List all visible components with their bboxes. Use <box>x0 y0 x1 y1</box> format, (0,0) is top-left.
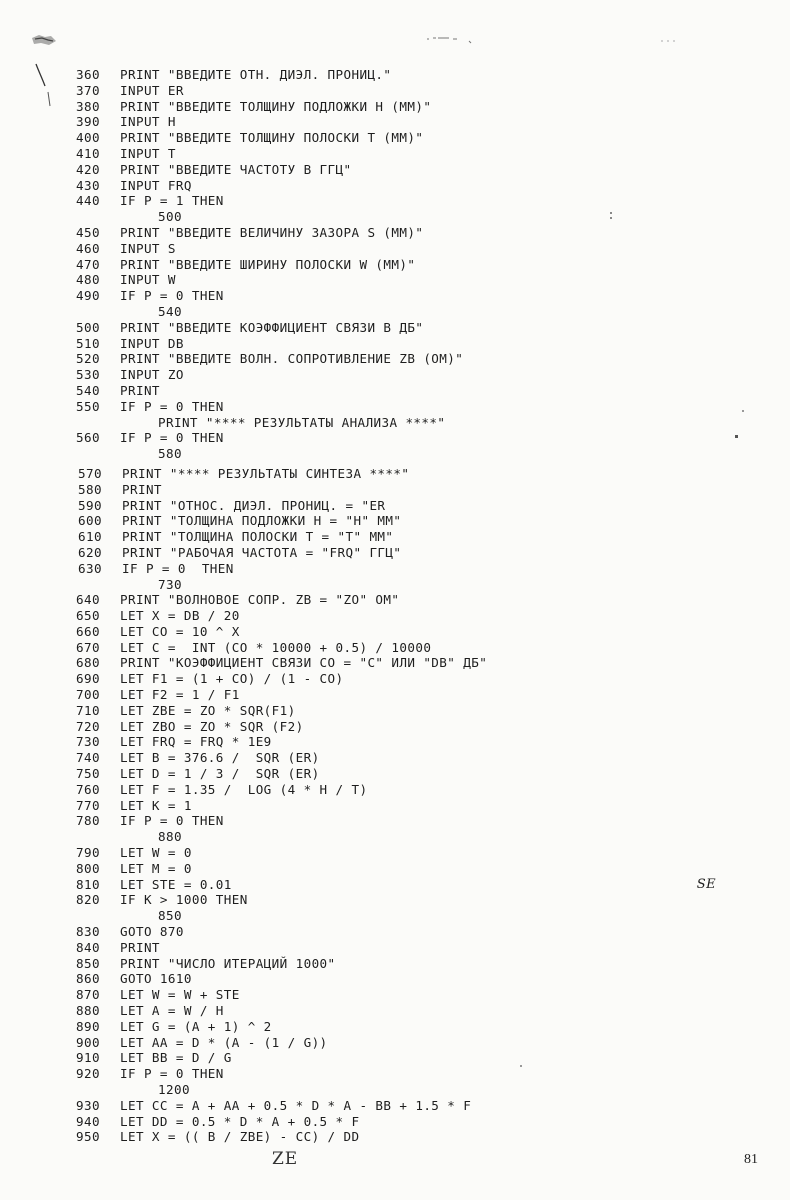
code-text: LET X = DB / 20 <box>120 608 240 624</box>
line-number: 700 <box>76 687 100 703</box>
scan-dot-icon <box>742 410 745 413</box>
code-line <box>76 971 716 987</box>
code-text: LET F1 = (1 + CO) / (1 - CO) <box>120 671 344 687</box>
line-number: 810 <box>76 876 100 892</box>
code-line <box>76 257 716 273</box>
line-number: 630 <box>78 560 102 576</box>
code-line <box>76 640 716 656</box>
code-text: INPUT FRQ <box>120 177 192 193</box>
line-number: 360 <box>76 67 100 82</box>
line-number: 480 <box>76 272 100 288</box>
code-line <box>76 956 716 972</box>
code-line <box>76 513 716 529</box>
code-line <box>76 671 716 687</box>
code-text: PRINT "ЧИСЛО ИТЕРАЦИЙ 1000" <box>120 955 336 971</box>
code-line <box>76 703 716 719</box>
line-number: 510 <box>76 335 100 351</box>
code-line <box>76 624 716 640</box>
code-text: 850 <box>158 908 182 924</box>
code-text: PRINT "ВВЕДИТЕ ШИРИНУ ПОЛОСКИ W (MM)" <box>120 256 416 272</box>
code-text: PRINT "ВВЕДИТЕ ТОЛЩИНУ ПОЛОСКИ T (MM)" <box>120 130 424 146</box>
code-text: IF P = 1 THEN <box>120 193 224 209</box>
line-number: 820 <box>76 892 100 908</box>
code-line <box>76 766 716 782</box>
code-text: LET BB = D / G <box>120 1050 232 1066</box>
code-line <box>76 1066 716 1082</box>
code-text: PRINT "ВВЕДИТЕ ВОЛН. СОПРОТИВЛЕНИЕ ZB (ОМ)" <box>120 351 464 367</box>
line-number: 780 <box>76 813 100 829</box>
line-number: 720 <box>76 718 100 734</box>
code-text: LET K = 1 <box>120 797 192 813</box>
code-line <box>76 813 716 829</box>
code-text: LET STE = 0.01 <box>120 876 232 892</box>
code-text: LET M = 0 <box>120 860 192 876</box>
code-text: INPUT W <box>120 272 176 288</box>
code-line <box>76 1129 716 1145</box>
code-text: LET F = 1.35 / LOG (4 * H / T) <box>120 781 368 797</box>
line-number: 390 <box>76 114 100 130</box>
code-line <box>76 482 716 498</box>
code-text: 1200 <box>158 1082 190 1097</box>
line-number: 710 <box>76 702 100 718</box>
line-number: 410 <box>76 145 100 161</box>
code-text: GOTO 1610 <box>120 971 192 987</box>
line-number: 590 <box>78 497 102 513</box>
code-line <box>76 320 716 336</box>
code-line <box>76 146 716 162</box>
line-number: 600 <box>78 513 102 529</box>
code-line <box>76 336 716 352</box>
code-line <box>76 498 716 514</box>
line-number: 460 <box>76 240 100 256</box>
code-line <box>76 288 716 304</box>
line-number: 890 <box>76 1018 100 1034</box>
code-text: LET CO = 10 ^ X <box>120 623 240 639</box>
code-text: GOTO 870 <box>120 924 184 940</box>
line-number: 470 <box>76 256 100 272</box>
code-line <box>76 845 716 861</box>
code-text: PRINT <box>120 939 160 955</box>
basic-program-listing <box>76 67 716 1145</box>
code-text: PRINT "РАБОЧАЯ ЧАСТОТА = "FRQ" ГГЦ" <box>122 544 402 560</box>
code-line <box>76 1114 716 1130</box>
code-text: 540 <box>158 303 182 319</box>
line-number: 870 <box>76 987 100 1003</box>
code-text: PRINT "ВВЕДИТЕ КОЭФФИЦИЕНТ СВЯЗИ В ДБ" <box>120 319 424 335</box>
code-text: LET C = INT (CO * 10000 + 0.5) / 10000 <box>120 639 432 655</box>
code-line <box>76 782 716 798</box>
code-text: INPUT DB <box>120 335 184 351</box>
scan-dot-icon <box>735 435 738 438</box>
line-number <box>76 577 120 593</box>
code-line <box>76 1050 716 1066</box>
code-line <box>76 272 716 288</box>
code-text: PRINT "ВВЕДИТЕ ВЕЛИЧИНУ ЗАЗОРА S (MM)" <box>120 224 424 240</box>
code-text: INPUT ER <box>120 82 184 98</box>
code-line <box>76 561 716 577</box>
code-text: LET ZBE = ZO * SQR(F1) <box>120 702 296 718</box>
code-text: LET ZBO = ZO * SQR (F2) <box>120 718 304 734</box>
code-text: PRINT "**** РЕЗУЛЬТАТЫ АНАЛИЗА ****" <box>158 414 446 430</box>
code-line <box>76 178 716 194</box>
code-line <box>76 798 716 814</box>
code-text: IF P = 0 THEN <box>120 430 224 446</box>
code-line <box>76 67 716 83</box>
handwritten-note: ZE <box>272 1149 299 1169</box>
code-line <box>76 466 716 482</box>
line-number: 740 <box>76 750 100 766</box>
line-number: 650 <box>76 608 100 624</box>
code-line <box>76 924 716 940</box>
line-number: 770 <box>76 797 100 813</box>
code-text: 730 <box>158 576 182 592</box>
code-text: LET D = 1 / 3 / SQR (ER) <box>120 766 320 782</box>
code-text: INPUT H <box>120 114 176 130</box>
line-number: 560 <box>76 430 100 446</box>
code-text: 880 <box>158 829 182 845</box>
code-line <box>76 545 716 561</box>
code-line <box>76 1035 716 1051</box>
code-line <box>76 162 716 178</box>
line-number <box>76 908 120 924</box>
line-number: 930 <box>76 1097 100 1113</box>
code-text: PRINT "**** РЕЗУЛЬТАТЫ СИНТЕЗА ****" <box>122 465 410 481</box>
handwritten-annotation: SE <box>696 876 716 892</box>
line-number: 380 <box>76 98 100 114</box>
code-text: IF P = 0 THEN <box>120 813 224 829</box>
code-text: LET G = (A + 1) ^ 2 <box>120 1018 272 1034</box>
code-line <box>76 367 716 383</box>
line-number: 750 <box>76 766 100 782</box>
line-number: 420 <box>76 161 100 177</box>
code-text: LET CC = A + AA + 0.5 * D * A - BB + 1.5 * F <box>120 1097 472 1113</box>
code-continuation-line <box>76 446 716 462</box>
code-continuation-line <box>76 304 716 320</box>
line-number: 580 <box>78 481 102 497</box>
code-text: LET F2 = 1 / F1 <box>120 687 240 703</box>
code-line <box>76 130 716 146</box>
line-number: 540 <box>76 382 100 398</box>
line-number: 370 <box>76 82 100 98</box>
code-text: LET FRQ = FRQ * 1E9 <box>120 734 272 750</box>
code-line <box>76 987 716 1003</box>
code-line <box>76 99 716 115</box>
code-text: LET A = W / H <box>120 1003 224 1019</box>
code-line <box>76 687 716 703</box>
code-text: PRINT "ТОЛЩИНА ПОЛОСКИ T = "T" MM" <box>122 529 394 545</box>
code-continuation-line <box>76 209 716 225</box>
line-number: 500 <box>76 319 100 335</box>
code-text: PRINT <box>122 481 162 497</box>
code-text: INPUT S <box>120 240 176 256</box>
scan-dot-icon <box>660 40 678 43</box>
code-text: 500 <box>158 209 182 225</box>
line-number: 690 <box>76 671 100 687</box>
code-line <box>76 193 716 209</box>
code-text: IF P = 0 THEN <box>122 560 234 576</box>
code-line <box>76 655 716 671</box>
code-line <box>76 1019 716 1035</box>
code-line <box>76 750 716 766</box>
code-text: LET X = (( B / ZBE) - CC) / DD <box>120 1129 360 1145</box>
code-text: 580 <box>158 446 182 462</box>
line-number: 450 <box>76 224 100 240</box>
code-line <box>76 430 716 446</box>
line-number: 400 <box>76 130 100 146</box>
code-text: IF P = 0 THEN <box>120 1066 224 1082</box>
scan-smudge-icon <box>31 33 57 47</box>
line-number: 490 <box>76 288 100 304</box>
code-continuation-line <box>76 577 716 593</box>
line-number <box>76 415 120 431</box>
line-number: 940 <box>76 1113 100 1129</box>
code-text: LET W = 0 <box>120 845 192 861</box>
line-number: 800 <box>76 860 100 876</box>
line-number: 900 <box>76 1034 100 1050</box>
line-number: 620 <box>78 544 102 560</box>
line-number: 660 <box>76 623 100 639</box>
line-number: 910 <box>76 1050 100 1066</box>
code-line <box>76 608 716 624</box>
code-continuation-line <box>76 829 716 845</box>
code-line <box>76 592 716 608</box>
line-number: 850 <box>76 955 100 971</box>
line-number: 790 <box>76 845 100 861</box>
page-number: 81 <box>744 1152 758 1167</box>
code-line <box>76 719 716 735</box>
line-number: 640 <box>76 592 100 608</box>
line-number: 430 <box>76 177 100 193</box>
code-line <box>76 940 716 956</box>
line-number: 730 <box>76 734 100 750</box>
code-line <box>76 383 716 399</box>
code-line <box>76 734 716 750</box>
code-text: PRINT "ВОЛНОВОЕ СОПР. ZB = "ZO" ОМ" <box>120 592 400 608</box>
code-line <box>76 241 716 257</box>
line-number: 610 <box>78 529 102 545</box>
code-line <box>76 529 716 545</box>
code-text: INPUT ZO <box>120 367 184 383</box>
code-line <box>76 225 716 241</box>
code-continuation-line <box>76 1082 716 1098</box>
code-line <box>76 892 716 908</box>
code-line <box>76 1098 716 1114</box>
code-text: LET AA = D * (A - (1 / G)) <box>120 1034 328 1050</box>
code-line <box>76 83 716 99</box>
line-number: 880 <box>76 1003 100 1019</box>
code-line <box>76 351 716 367</box>
code-text: PRINT "ТОЛЩИНА ПОДЛОЖКИ H = "H" MM" <box>122 513 402 529</box>
code-text: PRINT "КОЭФФИЦИЕНТ СВЯЗИ СО = "C" ИЛИ "DB" ДБ" <box>120 655 488 671</box>
code-text: PRINT "ВВЕДИТЕ ЧАСТОТУ В ГГЦ" <box>120 161 352 177</box>
code-line <box>76 399 716 415</box>
code-line <box>76 114 716 130</box>
line-number <box>76 829 120 845</box>
line-number: 530 <box>76 367 100 383</box>
code-text: PRINT <box>120 382 160 398</box>
line-number <box>76 446 120 462</box>
line-number <box>76 209 120 225</box>
line-number: 570 <box>78 465 102 481</box>
line-number: 760 <box>76 781 100 797</box>
scan-scratch-icon <box>33 62 53 108</box>
code-text: PRINT "ВВЕДИТЕ ТОЛЩИНУ ПОДЛОЖКИ H (MM)" <box>120 98 432 114</box>
line-number: 520 <box>76 351 100 367</box>
code-line <box>76 861 716 877</box>
line-number: 830 <box>76 924 100 940</box>
line-number: 440 <box>76 193 100 209</box>
code-line <box>76 877 716 893</box>
code-continuation-line <box>76 415 716 431</box>
code-text: IF P = 0 THEN <box>120 398 224 414</box>
line-number <box>76 1082 120 1098</box>
code-text: LET W = W + STE <box>120 987 240 1003</box>
code-continuation-line <box>76 908 716 924</box>
code-text: IF P = 0 THEN <box>120 288 224 304</box>
code-text: LET B = 376.6 / SQR (ER) <box>120 750 320 766</box>
line-number: 950 <box>76 1129 100 1145</box>
code-text: INPUT T <box>120 145 176 161</box>
code-text: IF K > 1000 THEN <box>120 892 248 908</box>
line-number <box>76 304 120 320</box>
line-number: 920 <box>76 1066 100 1082</box>
code-text: PRINT "ОТНОС. ДИЭЛ. ПРОНИЦ. = "ER <box>122 497 386 513</box>
line-number: 680 <box>76 655 100 671</box>
scan-noise-icon <box>425 33 475 45</box>
code-text: PRINT "ВВЕДИТЕ ОТН. ДИЭЛ. ПРОНИЦ." <box>120 67 392 82</box>
line-number: 670 <box>76 639 100 655</box>
code-text: LET DD = 0.5 * D * A + 0.5 * F <box>120 1113 360 1129</box>
code-line <box>76 1003 716 1019</box>
line-number: 860 <box>76 971 100 987</box>
line-number: 550 <box>76 398 100 414</box>
line-number: 840 <box>76 939 100 955</box>
